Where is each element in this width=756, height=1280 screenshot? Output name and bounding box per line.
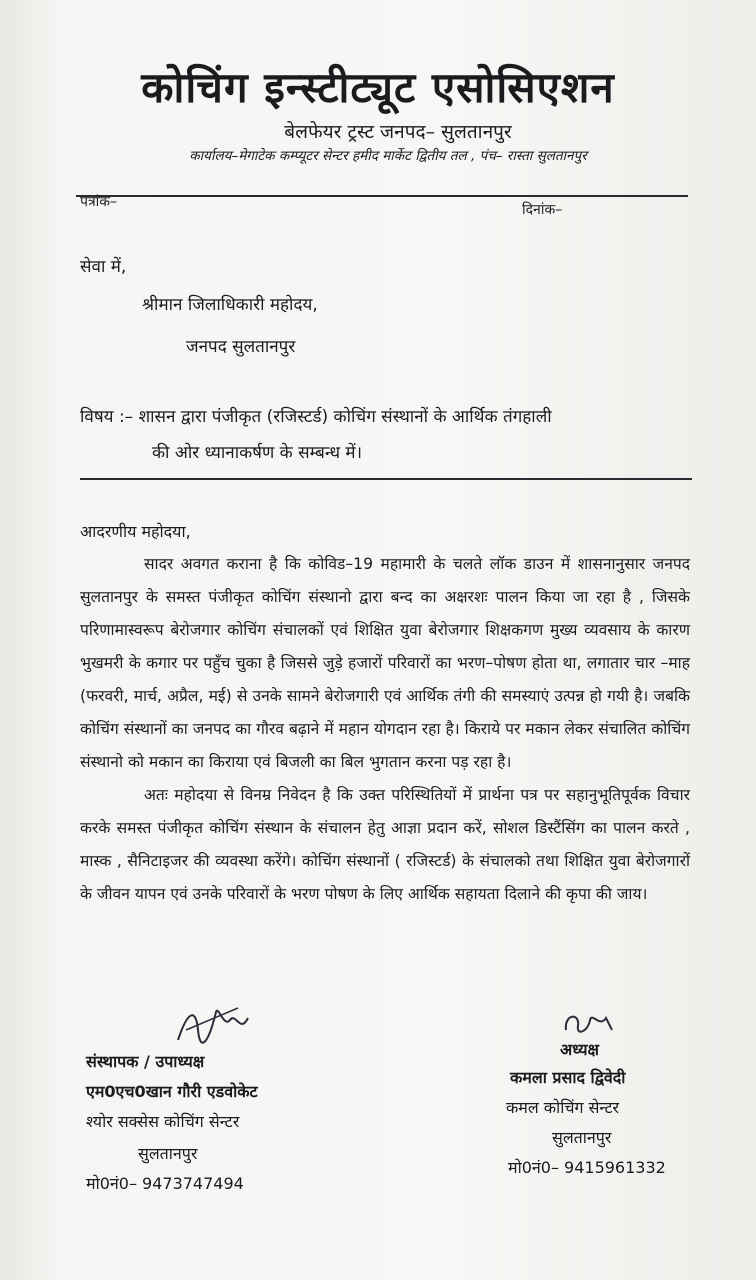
left-signatory-org: श्योर सक्सेस कोचिंग सेन्टर (86, 1112, 240, 1131)
recipient-line-1: श्रीमान जिलाधिकारी महोदय, (142, 295, 318, 315)
reference-label: पत्रांक– (80, 194, 118, 210)
left-signatory-role: संस्थापक / उपाध्यक्ष (86, 1052, 205, 1071)
subject-line-2: की ओर ध्यानाकर्षण के सम्बन्ध में। (152, 443, 363, 463)
recipient-line-2: जनपद सुलतानपुर (186, 337, 296, 357)
body-paragraph-1: सादर अवगत कराना है कि कोविड–19 महामारी के चलते लॉक डाउन में शासनानुसार जनपद सुलतानपुर के समस्त पंजीकृत कोचिंग संस्थानो द्वारा बन्द का अक्षरशः पालन किया जा रहा है , जिसके परिणामास्वरूप बेरोजगार कोचिंग संचालकों एवं शिक्षित युवा बेरोजगार शिक्षकगण मुख्य व्यवसाय के कारण भुखमरी के कगार पर पहुँच चुका है जिससे जुड़े हजारों परिवारों का भरण–पोषण होता था, लगातार चार –माह (फरवरी, मार्च, अप्रैल, मई) से उनके सामने बेरोजगारी एवं आर्थिक तंगी की समस्याएं उत्पन्न हो गयी है। जबकि कोचिंग संस्थानों का जनपद का गौरव बढ़ाने में महान योगदान रहा है। किराये पर मकान लेकर संचालित कोचिंग संस्थानो को मकान का किराया एवं बिजली का बिल भुगतान करना पड़ रहा है। (80, 555, 691, 771)
body-paragraph-2: अतः महोदया से विनम्र निवेदन है कि उक्त परिस्थितियों में प्रार्थना पत्र पर सहानुभूतिपूर्वक विचार करके समस्त पंजीकृत कोचिंग संस्थान के संचालन हेतु आज्ञा प्रदान करें, सोशल डिस्टैंसिंग का पालन करते , मास्क , सैनिटाइजर की व्यवस्था करेंगे। कोचिंग संस्थानों ( रजिस्टर्ड) के संचालको तथा शिक्षित युवा बेरोजगारों के जीवन यापन एवं उनके परिवारों के भरण पोषण के लिए आर्थिक सहायता दिलाने की कृपा की जाय। (80, 786, 690, 903)
office-address: कार्यालय–मेगाटेक कम्प्यूटर सेन्टर हमीद मार्केट द्वितीय तल , पंच– रास्ता सुलतानपुर (189, 148, 587, 164)
recipient-greeting: सेवा में, (80, 257, 127, 277)
right-signatory-role: अध्यक्ष (560, 1040, 599, 1059)
date-label: दिनांक– (522, 202, 563, 218)
signature-left-mark (168, 1000, 258, 1050)
header-divider (76, 195, 688, 197)
subject-line-1: विषय :– शासन द्वारा पंजीकृत (रजिस्टर्ड) कोचिंग संस्थानों के आर्थिक तंगहाली (80, 407, 552, 427)
letter-body (80, 548, 690, 911)
right-signatory-city: सुलतानपुर (552, 1128, 612, 1147)
subject-divider (80, 478, 692, 480)
left-signatory-city: सुलतानपुर (138, 1144, 198, 1163)
salutation: आदरणीय महोदया, (80, 522, 191, 541)
left-signatory-name: एम0एच0खान गौरी एडवोकेट (86, 1082, 258, 1101)
right-signatory-name: कमला प्रसाद द्विवेदी (510, 1068, 626, 1087)
org-name-heading: कोचिंग इन्स्टीट्यूट एसोसिएशन (141, 63, 615, 112)
right-signatory-mobile: मो0नं0– 9415961332 (508, 1158, 666, 1177)
left-signatory-mobile: मो0नं0– 9473747494 (86, 1174, 244, 1193)
right-signatory-org: कमल कोचिंग सेन्टर (506, 1098, 620, 1117)
org-subtitle: बेलफेयर ट्रस्ट जनपद– सुलतानपुर (284, 121, 512, 143)
signature-right-mark (558, 1008, 618, 1040)
